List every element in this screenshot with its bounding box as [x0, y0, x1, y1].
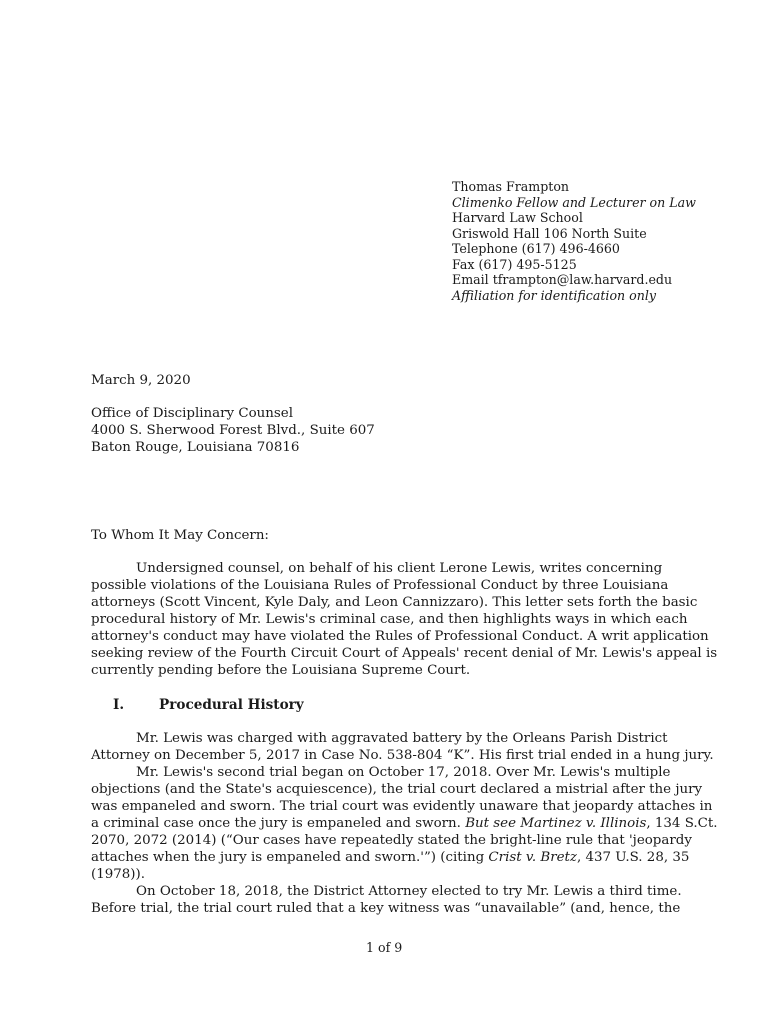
case-citation: But see Martinez v. Illinois [465, 816, 647, 831]
sender-telephone: Telephone (617) 496-4660 [452, 241, 620, 256]
body-line: was empaneled and sworn. The trial court was evidently unaware that jeopardy attaches in [91, 799, 713, 814]
case-citation: Crist v. Bretz [488, 850, 577, 865]
sender-affiliation-note: Affiliation for identification only [452, 288, 656, 303]
recipient-line-2: 4000 S. Sherwood Forest Blvd., Suite 607 [91, 423, 375, 438]
body-line: objections (and the State's acquiescence), the trial court declared a mistrial after the jury [91, 782, 703, 797]
page-number: 1 of 9 [366, 940, 403, 955]
sender-school: Harvard Law School [452, 210, 583, 225]
body-line: On October 18, 2018, the District Attorney elected to try Mr. Lewis a third time. [136, 884, 682, 899]
body-line: Before trial, the trial court ruled that a key witness was “unavailable” (and, hence, the [91, 901, 681, 916]
body-line: Attorney on December 5, 2017 in Case No. 538-804 “K”. His first trial ended in a hung jury. [91, 748, 714, 763]
body-line [91, 850, 689, 866]
intro-line: currently pending before the Louisiana Supreme Court. [91, 663, 471, 678]
intro-line: Undersigned counsel, on behalf of his client Lerone Lewis, writes concerning [136, 561, 663, 576]
section-title: Procedural History [159, 697, 304, 713]
intro-line: seeking review of the Fourth Circuit Court of Appeals' recent denial of Mr. Lewis's appeal is [91, 646, 718, 661]
section-number: I. [113, 697, 125, 713]
body-text: , 134 S.Ct. [646, 816, 718, 831]
body-text: , 437 U.S. 28, 35 [576, 850, 690, 865]
body-line: Mr. Lewis's second trial began on October 17, 2018. Over Mr. Lewis's multiple [136, 765, 671, 780]
body-text: a criminal case once the jury is empaneled and sworn. [91, 816, 461, 831]
body-line [91, 816, 718, 832]
intro-line: attorneys (Scott Vincent, Kyle Daly, and Leon Cannizzaro). This letter sets forth the basic [91, 595, 698, 610]
salutation: To Whom It May Concern: [91, 528, 269, 543]
sender-email: Email tframpton@law.harvard.edu [452, 272, 673, 287]
body-line: (1978)). [91, 867, 146, 882]
sender-name: Thomas Frampton [452, 179, 570, 194]
intro-line: possible violations of the Louisiana Rules of Professional Conduct by three Louisiana [91, 578, 669, 593]
body-line: Mr. Lewis was charged with aggravated battery by the Orleans Parish District [136, 731, 668, 746]
sender-title: Climenko Fellow and Lecturer on Law [452, 195, 696, 210]
sender-office: Griswold Hall 106 North Suite [452, 226, 647, 241]
body-line: 2070, 2072 (2014) (“Our cases have repeatedly stated the bright-line rule that 'jeopardy [91, 833, 692, 848]
recipient-line-3: Baton Rouge, Louisiana 70816 [91, 440, 300, 455]
recipient-line-1: Office of Disciplinary Counsel [91, 406, 294, 421]
sender-fax: Fax (617) 495-5125 [452, 257, 577, 272]
intro-line: procedural history of Mr. Lewis's criminal case, and then highlights ways in which each [91, 612, 688, 627]
letter-date: March 9, 2020 [91, 373, 191, 388]
body-text: attaches when the jury is empaneled and sworn.'”) (citing [91, 850, 485, 865]
intro-line: attorney's conduct may have violated the Rules of Professional Conduct. A writ application [91, 629, 709, 644]
